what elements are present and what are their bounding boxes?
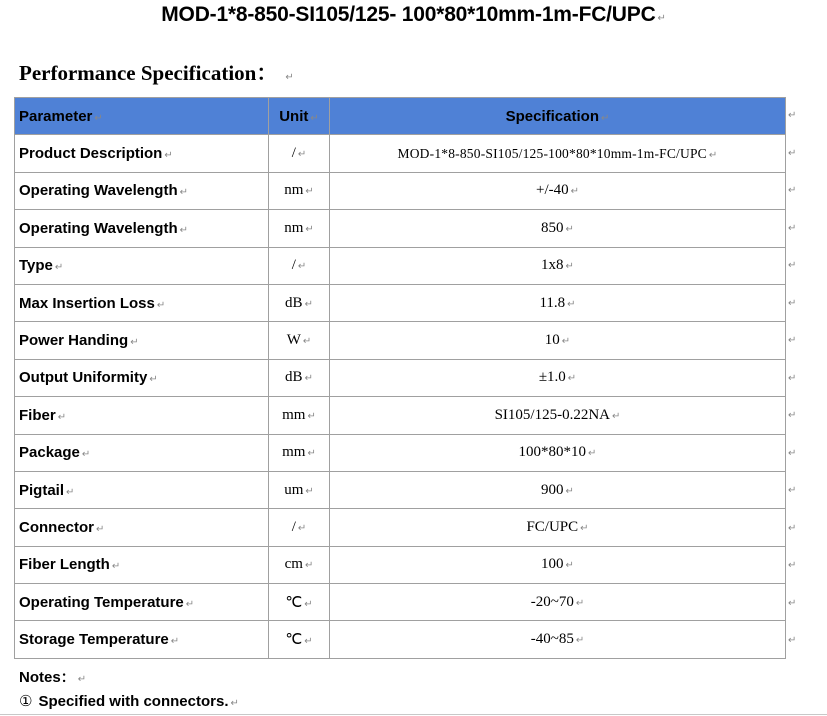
cell-parameter-text: Type: [19, 257, 53, 275]
paragraph-mark: ↵: [575, 635, 585, 647]
cell-specification: [330, 546, 786, 583]
cell-unit-text: mm: [282, 406, 306, 423]
cell-unit: [269, 172, 330, 209]
paragraph-mark: ↵: [170, 636, 180, 648]
row-end-mark: ↵: [788, 485, 797, 496]
paragraph-mark: ↵: [657, 13, 666, 24]
paragraph-mark: ↵: [307, 448, 316, 460]
cell-unit: [269, 621, 330, 658]
paragraph-mark: ↵: [54, 262, 64, 274]
table-row: [15, 359, 786, 396]
paragraph-mark: ↵: [77, 674, 87, 685]
page-bottom-rule: [0, 714, 827, 715]
cell-parameter-text: Output Uniformity: [19, 369, 148, 387]
cell-unit-text: dB: [285, 294, 303, 311]
table-row: [15, 434, 786, 471]
cell-specification-text: 1x8: [541, 257, 564, 274]
note-item: [19, 692, 239, 710]
paragraph-mark: ↵: [111, 561, 121, 573]
paragraph-mark: ↵: [285, 72, 294, 83]
row-end-marks: [788, 97, 800, 660]
cell-unit: [269, 471, 330, 508]
paragraph-mark: ↵: [149, 374, 158, 386]
row-end-mark: ↵: [788, 260, 797, 271]
cell-parameter-text: Operating Wavelength: [19, 182, 178, 200]
table-row: [15, 546, 786, 583]
row-end-mark: ↵: [788, 335, 797, 346]
paragraph-mark: ↵: [570, 186, 579, 198]
paragraph-mark: ↵: [94, 112, 103, 124]
paragraph-mark: ↵: [567, 373, 577, 385]
cell-unit-text: um: [284, 481, 304, 498]
cell-unit-text: /: [291, 145, 296, 162]
paragraph-mark: ↵: [304, 373, 313, 385]
cell-parameter-text: Operating Temperature: [19, 593, 184, 611]
cell-specification-text: +/-40: [535, 182, 569, 199]
header-specification: Specification ↵: [330, 98, 786, 135]
note-text: Specified with connectors.: [38, 693, 229, 710]
paragraph-mark: ↵: [305, 485, 314, 497]
cell-parameter-text: Fiber Length: [19, 556, 110, 574]
cell-specification-text: -20~70: [530, 593, 574, 610]
document-title-text: MOD-1*8-850-SI105/125- 100*80*10mm-1m-FC/UPC: [161, 3, 656, 26]
paragraph-mark: ↵: [297, 261, 307, 273]
paragraph-mark: ↵: [305, 186, 314, 198]
paragraph-mark: ↵: [565, 223, 574, 235]
cell-specification-text: FC/UPC: [526, 518, 579, 535]
paragraph-mark: ↵: [304, 598, 313, 610]
row-end-mark: ↵: [788, 522, 797, 534]
table-row: [15, 471, 786, 508]
row-end-mark: ↵: [788, 147, 797, 159]
cell-specification-text: 100: [541, 556, 564, 573]
table-row: [15, 397, 786, 434]
cell-parameter-text: Package: [19, 444, 80, 462]
cell-unit: [269, 359, 330, 396]
cell-unit: [269, 322, 330, 359]
paragraph-mark: ↵: [575, 597, 585, 609]
cell-unit-text: nm: [284, 182, 304, 199]
table-row: [15, 322, 786, 359]
cell-unit: [269, 509, 330, 546]
row-end-mark: ↵: [788, 447, 797, 459]
paragraph-mark: ↵: [185, 598, 195, 610]
cell-parameter-text: Pigtail: [19, 481, 65, 499]
paragraph-mark: ↵: [567, 298, 576, 310]
paragraph-mark: ↵: [565, 485, 574, 497]
cell-parameter: [15, 210, 269, 247]
paragraph-mark: ↵: [304, 298, 313, 310]
cell-specification-text: 850: [541, 219, 564, 236]
cell-parameter: [15, 284, 269, 321]
cell-parameter: [15, 172, 269, 209]
paragraph-mark: ↵: [612, 410, 621, 422]
cell-parameter: [15, 471, 269, 508]
cell-parameter: [15, 247, 269, 284]
paragraph-mark: ↵: [310, 112, 319, 124]
table-row: [15, 135, 786, 172]
section-title: [19, 57, 294, 87]
row-end-mark: ↵: [788, 635, 797, 646]
table-header-row: [15, 98, 786, 135]
table-row: [15, 247, 786, 284]
cell-parameter-text: Storage Temperature: [19, 631, 169, 649]
cell-parameter-text: Operating Wavelength: [19, 219, 178, 237]
paragraph-mark: ↵: [302, 336, 312, 348]
table-row: [15, 210, 786, 247]
paragraph-mark: ↵: [179, 224, 189, 236]
cell-parameter-text: Power Handing: [19, 332, 129, 350]
paragraph-mark: ↵: [230, 698, 239, 709]
row-end-mark: ↵: [788, 560, 797, 571]
cell-unit: [269, 397, 330, 434]
paragraph-mark: ↵: [305, 223, 314, 235]
cell-specification-text: MOD-1*8-850-SI105/125-100*80*10mm-1m-FC/UPC: [397, 145, 707, 161]
cell-unit-text: dB: [285, 369, 303, 386]
cell-unit-text: /: [291, 257, 296, 274]
cell-specification: [330, 621, 786, 658]
cell-specification: [330, 172, 786, 209]
note-number: ①: [19, 692, 33, 710]
cell-parameter: [15, 584, 269, 621]
row-end-mark: ↵: [788, 110, 797, 121]
document-title: [0, 3, 827, 27]
cell-unit: [269, 284, 330, 321]
cell-specification: [330, 509, 786, 546]
paragraph-mark: ↵: [600, 112, 610, 124]
cell-unit: [269, 135, 330, 172]
cell-parameter-text: Max Insertion Loss: [19, 294, 155, 312]
cell-specification: [330, 359, 786, 396]
paragraph-mark: ↵: [307, 410, 316, 422]
specification-table: [14, 97, 786, 659]
cell-parameter: [15, 322, 269, 359]
cell-specification-text: -40~85: [530, 631, 574, 648]
cell-specification: [330, 135, 786, 172]
paragraph-mark: ↵: [565, 560, 574, 572]
paragraph-mark: ↵: [81, 449, 91, 461]
cell-unit-text: nm: [284, 219, 304, 236]
cell-parameter-text: Connector: [19, 518, 94, 536]
cell-parameter: [15, 546, 269, 583]
cell-parameter: [15, 359, 269, 396]
paragraph-mark: ↵: [561, 336, 571, 348]
table-row: [15, 172, 786, 209]
cell-specification-text: 10: [544, 332, 560, 349]
cell-unit: [269, 434, 330, 471]
paragraph-mark: ↵: [297, 522, 307, 534]
section-title-text: Performance Specification：: [19, 61, 278, 85]
cell-unit: [269, 584, 330, 621]
row-end-mark: ↵: [788, 597, 797, 609]
row-end-mark: ↵: [788, 297, 797, 309]
cell-specification: [330, 397, 786, 434]
cell-specification: [330, 434, 786, 471]
paragraph-mark: ↵: [565, 261, 574, 273]
paragraph-mark: ↵: [130, 337, 139, 349]
cell-unit-text: mm: [282, 444, 306, 461]
cell-specification: [330, 471, 786, 508]
cell-specification-text: SI105/125-0.22NA: [494, 406, 611, 423]
paragraph-mark: ↵: [297, 149, 307, 161]
cell-unit-text: W: [286, 332, 301, 349]
paragraph-mark: ↵: [57, 411, 67, 423]
row-end-mark: ↵: [788, 410, 797, 421]
cell-unit: [269, 546, 330, 583]
cell-specification: [330, 322, 786, 359]
paragraph-mark: ↵: [304, 636, 313, 648]
cell-parameter-text: Fiber: [19, 406, 56, 424]
cell-specification: [330, 210, 786, 247]
table-row: [15, 584, 786, 621]
cell-parameter: [15, 509, 269, 546]
paragraph-mark: ↵: [96, 523, 105, 535]
cell-specification: [330, 247, 786, 284]
cell-unit-text: /: [291, 518, 296, 535]
paragraph-mark: ↵: [66, 486, 75, 498]
header-unit: Unit ↵: [269, 98, 330, 135]
cell-unit-text: ℃: [285, 632, 303, 649]
paragraph-mark: ↵: [156, 299, 166, 311]
cell-parameter: [15, 621, 269, 658]
cell-specification-text: 11.8: [539, 294, 566, 311]
cell-unit: [269, 210, 330, 247]
notes-title: Notes： ↵: [19, 669, 87, 686]
cell-unit-text: cm: [284, 556, 303, 573]
row-end-mark: ↵: [788, 222, 797, 234]
paragraph-mark: ↵: [179, 187, 189, 199]
table-row: [15, 621, 786, 658]
row-end-mark: ↵: [788, 185, 797, 196]
paragraph-mark: ↵: [164, 150, 173, 162]
cell-unit: [269, 247, 330, 284]
cell-specification: [330, 284, 786, 321]
cell-specification-text: 900: [541, 481, 564, 498]
paragraph-mark: ↵: [708, 149, 718, 161]
paragraph-mark: ↵: [588, 448, 597, 460]
paragraph-mark: ↵: [580, 522, 589, 534]
cell-parameter: [15, 434, 269, 471]
header-parameter: Parameter ↵: [15, 98, 269, 135]
cell-parameter-text: Product Description: [19, 145, 163, 163]
row-end-mark: ↵: [788, 372, 797, 384]
paragraph-mark: ↵: [304, 560, 314, 572]
cell-specification: [330, 584, 786, 621]
cell-parameter: [15, 135, 269, 172]
cell-unit-text: ℃: [285, 594, 303, 611]
cell-parameter: [15, 397, 269, 434]
table-row: [15, 284, 786, 321]
cell-specification-text: ±1.0: [538, 369, 566, 386]
cell-specification-text: 100*80*10: [518, 444, 587, 461]
table-row: [15, 509, 786, 546]
